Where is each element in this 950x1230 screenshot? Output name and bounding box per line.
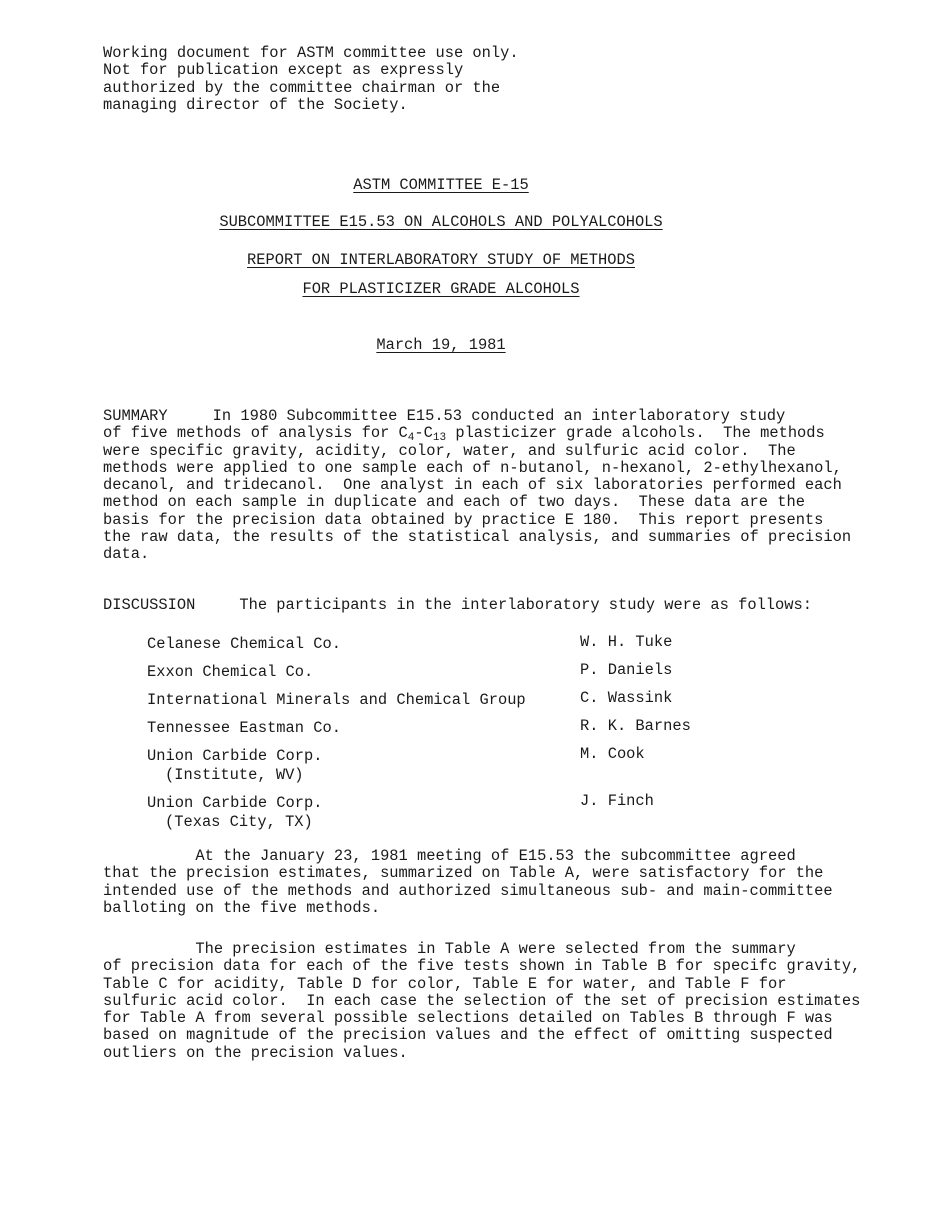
paragraph-line: for Table A from several possible selections detailed on Tables B through F was bbox=[103, 1009, 833, 1028]
paragraph-line: of precision data for each of the five tests shown in Table B for specifc gravity, bbox=[103, 957, 861, 976]
paragraph-line: that the precision estimates, summarized on Table A, were satisfactory for the bbox=[103, 864, 824, 883]
discussion-intro: The participants in the interlaboratory study were as follows: bbox=[239, 596, 812, 614]
subscript: 4 bbox=[407, 432, 415, 445]
paragraph-line: At the January 23, 1981 meeting of E15.53 the subcommittee agreed bbox=[103, 847, 796, 865]
summary-first-line bbox=[103, 408, 851, 425]
participant-person: M. Cook bbox=[580, 745, 645, 763]
participant-org: Tennessee Eastman Co. bbox=[147, 719, 341, 737]
summary-line: basis for the precision data obtained by practice E 180. This report presents bbox=[103, 510, 824, 529]
summary-text: plasticizer grade alcohols. The methods bbox=[446, 424, 825, 443]
participant-org: Celanese Chemical Co. bbox=[147, 635, 341, 653]
notice-line: Not for publication except as expressly bbox=[103, 61, 464, 80]
summary-line: were specific gravity, acidity, color, water, and sulfuric acid color. The bbox=[103, 441, 796, 460]
report-title-1-text: REPORT ON INTERLABORATORY STUDY OF METHODS bbox=[247, 251, 635, 269]
participant-person: C. Wassink bbox=[580, 689, 673, 707]
paragraph-selection bbox=[103, 941, 860, 1062]
summary-line: method on each sample in duplicate and each of two days. These data are the bbox=[103, 493, 805, 512]
participant-org: Exxon Chemical Co. bbox=[147, 663, 314, 681]
committee-title-text: ASTM COMMITTEE E-15 bbox=[353, 176, 529, 194]
report-date bbox=[0, 336, 882, 354]
notice-line: managing director of the Society. bbox=[103, 95, 408, 114]
paragraph-agreement bbox=[103, 848, 833, 917]
summary-line: the raw data, the results of the statistical analysis, and summaries of precision bbox=[103, 528, 852, 547]
report-date-text: March 19, 1981 bbox=[376, 336, 506, 354]
discussion-label: DISCUSSION bbox=[103, 596, 196, 614]
paragraph-line: sulfuric acid color. In each case the selection of the set of precision estimates bbox=[103, 991, 861, 1010]
participant-org: Union Carbide Corp. bbox=[147, 747, 323, 765]
summary-section bbox=[103, 408, 851, 564]
participant-org: Union Carbide Corp. bbox=[147, 794, 323, 812]
subcommittee-title bbox=[0, 213, 882, 231]
summary-text: In 1980 Subcommittee E15.53 conducted an interlaboratory study bbox=[212, 407, 786, 425]
participant-org: International Minerals and Chemical Group bbox=[147, 691, 526, 709]
notice-line: authorized by the committee chairman or the bbox=[103, 78, 501, 97]
paragraph-line: The precision estimates in Table A were selected from the summary bbox=[103, 940, 796, 958]
report-title-1 bbox=[0, 251, 882, 269]
summary-line: methods were applied to one sample each of n-butanol, n-hexanol, 2-ethylhexanol, bbox=[103, 458, 842, 477]
participant-person: W. H. Tuke bbox=[580, 633, 673, 651]
summary-line bbox=[103, 424, 851, 445]
summary-line: data. bbox=[103, 545, 150, 564]
summary-text: of five methods of analysis for C bbox=[103, 424, 408, 443]
participant-person: R. K. Barnes bbox=[580, 717, 691, 735]
summary-label: SUMMARY bbox=[103, 407, 168, 425]
report-title-2 bbox=[0, 280, 882, 298]
notice-line: Working document for ASTM committee use only. bbox=[103, 44, 519, 62]
participant-org-location: (Institute, WV) bbox=[165, 766, 304, 784]
participant-person: J. Finch bbox=[580, 792, 654, 810]
paragraph-line: outliers on the precision values. bbox=[103, 1043, 408, 1062]
subcommittee-title-text: SUBCOMMITTEE E15.53 ON ALCOHOLS AND POLYALCOHOLS bbox=[219, 213, 663, 231]
paragraph-line: Table C for acidity, Table D for color, Table E for water, and Table F for bbox=[103, 974, 787, 993]
summary-line: decanol, and tridecanol. One analyst in each of six laboratories performed each bbox=[103, 476, 842, 495]
discussion-heading bbox=[103, 596, 812, 614]
committee-title bbox=[0, 176, 882, 194]
subscript: 13 bbox=[432, 432, 447, 445]
distribution-notice bbox=[103, 45, 519, 114]
paragraph-line: based on magnitude of the precision values and the effect of omitting suspected bbox=[103, 1026, 833, 1045]
paragraph-line: intended use of the methods and authorized simultaneous sub- and main-committee bbox=[103, 881, 833, 900]
participant-org-location: (Texas City, TX) bbox=[165, 813, 313, 831]
paragraph-line: balloting on the five methods. bbox=[103, 898, 381, 917]
participant-person: P. Daniels bbox=[580, 661, 673, 679]
summary-text: -C bbox=[414, 424, 433, 443]
report-title-2-text: FOR PLASTICIZER GRADE ALCOHOLS bbox=[302, 280, 580, 298]
